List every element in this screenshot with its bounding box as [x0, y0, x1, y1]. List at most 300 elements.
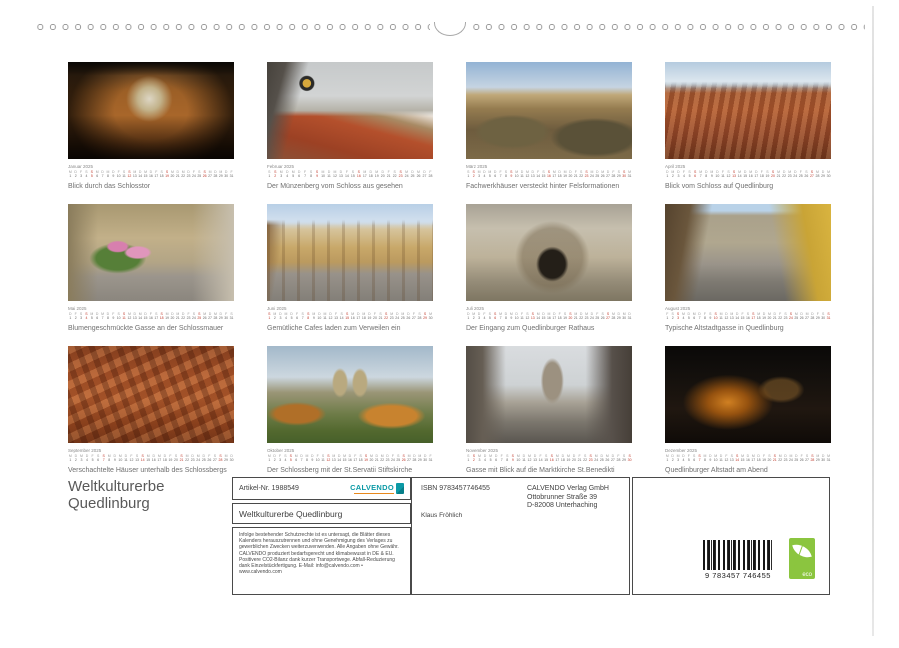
mini-day: M 19 — [165, 312, 169, 320]
publisher-city: D-82008 Unterhaching — [527, 502, 598, 509]
mini-day: F 18 — [759, 170, 764, 178]
mini-day: S 28 — [417, 312, 422, 320]
mini-calendar — [267, 306, 433, 320]
mini-day: M 27 — [208, 170, 212, 178]
mini-day: M 18 — [756, 312, 761, 320]
month-cell — [466, 346, 632, 474]
mini-day: D 24 — [395, 312, 400, 320]
mini-day: M 6 — [95, 170, 99, 178]
mini-day: S 20 — [771, 170, 775, 178]
mini-day: S 8 — [307, 312, 310, 320]
mini-day: S 9 — [315, 170, 319, 178]
mini-day: S 19 — [165, 170, 169, 178]
mini-day: M 26 — [600, 170, 605, 178]
mini-day: S 30 — [622, 170, 627, 178]
mini-day: M 13 — [331, 454, 336, 462]
month-photo — [665, 346, 831, 443]
mini-day: S 17 — [751, 312, 756, 320]
mini-day: D 18 — [756, 454, 761, 462]
mini-day: M 26 — [605, 454, 610, 462]
mini-day: D 21 — [175, 170, 180, 178]
mini-day: M 1 — [665, 454, 669, 462]
mini-day: D 30 — [423, 454, 428, 462]
mini-day: F 6 — [296, 312, 299, 320]
mini-day: D 7 — [300, 454, 303, 462]
mini-day: D 15 — [743, 170, 748, 178]
mini-day: F 20 — [373, 312, 377, 320]
mini-day: M 4 — [284, 312, 288, 320]
mini-day: S 7 — [102, 454, 105, 462]
mini-day: S 20 — [767, 454, 772, 462]
mini-day: D 20 — [572, 454, 576, 462]
mini-day: D 17 — [552, 312, 557, 320]
mini-day: M 18 — [361, 312, 366, 320]
mini-day: D 16 — [745, 454, 750, 462]
mini-day: D 21 — [772, 312, 777, 320]
mini-day: M 4 — [681, 312, 685, 320]
mini-day: S 30 — [627, 454, 632, 462]
mini-day: S 12 — [326, 454, 331, 462]
mini-day: D 20 — [170, 312, 175, 320]
mini-day: D 25 — [599, 454, 604, 462]
mini-day: M 17 — [157, 454, 162, 462]
publisher-info-box — [411, 477, 630, 595]
mini-day: S 14 — [339, 312, 344, 320]
mini-day: D 12 — [328, 312, 333, 320]
mini-day: D 30 — [224, 170, 229, 178]
mini-day: M 5 — [489, 454, 492, 462]
month-photo — [466, 204, 632, 301]
mini-day: M 10 — [514, 170, 519, 178]
mini-day: M 26 — [416, 170, 421, 178]
mini-day: D 13 — [533, 454, 537, 462]
mini-day: F 10 — [116, 170, 121, 178]
mini-day: M 1 — [267, 454, 271, 462]
mini-day: S 26 — [804, 170, 809, 178]
mini-day: M 5 — [90, 312, 94, 320]
mini-day: D 18 — [557, 170, 562, 178]
mini-calendar-days — [267, 454, 433, 462]
mini-calendar — [68, 448, 234, 462]
mini-day: F 12 — [129, 454, 134, 462]
mini-day: M 21 — [573, 312, 578, 320]
mini-calendar — [68, 164, 234, 178]
mini-day: F 25 — [798, 170, 803, 178]
mini-day: S 19 — [765, 170, 770, 178]
mini-day: D 20 — [380, 170, 385, 178]
mini-day: S 18 — [159, 170, 164, 178]
mini-day: S 11 — [122, 312, 126, 320]
mini-day: F 4 — [483, 312, 486, 320]
mini-day: S 20 — [174, 454, 178, 462]
artikel-number-box — [232, 477, 411, 500]
mini-day: M 17 — [362, 170, 367, 178]
mini-day: M 26 — [202, 312, 207, 320]
mini-day: D 1 — [666, 170, 669, 178]
mini-day: M 20 — [767, 312, 772, 320]
mini-day: S 5 — [488, 312, 491, 320]
mini-day: M 31 — [826, 454, 831, 462]
author-name: Klaus Fröhlich — [421, 512, 463, 519]
mini-day: F 7 — [500, 454, 503, 462]
mini-day: S 3 — [676, 312, 680, 320]
mini-day: M 31 — [627, 170, 632, 178]
page-title-line1: Weltkulturerbe — [68, 478, 165, 495]
mini-day: M 17 — [751, 454, 756, 462]
mini-day: D 28 — [213, 170, 218, 178]
month-caption: Typische Altstadtgasse in Quedlinburg — [665, 325, 784, 332]
mini-day: S 9 — [709, 312, 712, 320]
mini-day: M 11 — [719, 312, 723, 320]
mini-day: F 17 — [353, 454, 358, 462]
mini-day: M 8 — [305, 454, 309, 462]
mini-calendar-days — [466, 312, 632, 320]
month-cell — [68, 62, 234, 190]
mini-day: F 16 — [148, 312, 153, 320]
mini-day: M 24 — [788, 454, 793, 462]
mini-calendar-month-label: September 2025 — [68, 448, 102, 453]
calvendo-logo-tagline-bar — [354, 493, 394, 495]
mini-day: F 21 — [577, 454, 582, 462]
mini-calendar — [466, 448, 632, 462]
mini-day: F 28 — [616, 454, 621, 462]
mini-calendar-month-label: Februar 2025 — [267, 164, 295, 169]
mini-day: S 7 — [301, 312, 304, 320]
mini-calendar-month-label: Dezember 2025 — [665, 448, 698, 453]
mini-day: M 24 — [589, 170, 594, 178]
mini-day: D 14 — [138, 170, 143, 178]
legal-text: Infolge bestehender Schutzrechte ist es untersagt, die Blätter dieses Kalenders herauszutrennen und ohne Genehmigung des Verlages zu gewerblichen Zwecken weiterzuverwenden. Alle Angaben ohne Gewähr. CALVENDO produziert bedarfsgerecht und klimabewusst in DE & EU. Positivere CO2-Bilanz dank kurzer Transportwege. Abfall-Reduzierung dank Einzelstückfertigung. E-Mail: info@calvendo.com • www.calvendo.com — [239, 532, 399, 576]
mini-day: S 2 — [274, 170, 277, 178]
mini-day: M 29 — [417, 454, 422, 462]
mini-day: S 6 — [96, 454, 100, 462]
mini-calendar-days — [665, 454, 831, 462]
mini-day: S 25 — [197, 170, 202, 178]
mini-day: S 8 — [504, 170, 508, 178]
mini-day: D 26 — [799, 312, 804, 320]
mini-calendar — [665, 164, 831, 178]
mini-day: D 4 — [483, 170, 486, 178]
mini-day: M 14 — [737, 170, 742, 178]
mini-day: M 14 — [138, 312, 143, 320]
mini-day: M 14 — [536, 312, 541, 320]
mini-day: F 19 — [762, 454, 766, 462]
mini-day: F 19 — [168, 454, 173, 462]
mini-day: S 27 — [809, 170, 814, 178]
mini-day: D 27 — [422, 170, 427, 178]
mini-day: D 11 — [124, 454, 128, 462]
month-caption: Blick durch das Schlosstor — [68, 183, 151, 190]
mini-day: M 16 — [748, 170, 753, 178]
mini-day: D 16 — [347, 454, 352, 462]
mini-day: S 2 — [472, 170, 475, 178]
mini-day: D 11 — [719, 454, 723, 462]
mini-day: D 17 — [754, 170, 759, 178]
mini-calendar — [267, 164, 433, 178]
mini-day: F 7 — [499, 170, 502, 178]
barcode-digits: 9 783457 746455 — [705, 571, 771, 580]
mini-day: F 14 — [536, 170, 541, 178]
mini-day: S 14 — [140, 454, 145, 462]
mini-day: S 19 — [563, 312, 567, 320]
mini-day: D 25 — [201, 454, 206, 462]
mini-day: M 6 — [294, 454, 298, 462]
mini-calendar-days — [267, 170, 433, 178]
mini-day: S 2 — [671, 312, 674, 320]
mini-day: F 31 — [428, 454, 433, 462]
mini-day: F 5 — [687, 454, 690, 462]
mini-day: D 4 — [682, 454, 685, 462]
mini-day: D 21 — [374, 454, 379, 462]
mini-day: S 24 — [788, 312, 793, 320]
mini-day: M 25 — [400, 312, 405, 320]
mini-day: M 29 — [224, 454, 228, 462]
mini-day: S 7 — [698, 454, 701, 462]
mini-day: S 22 — [384, 312, 389, 320]
calvendo-logo — [350, 483, 404, 494]
mini-day: D 10 — [317, 312, 322, 320]
mini-day: S 26 — [401, 454, 406, 462]
month-photo — [68, 62, 234, 159]
mini-day: D 15 — [143, 312, 148, 320]
mini-day: S 12 — [127, 170, 132, 178]
mini-day: S 21 — [378, 312, 383, 320]
mini-day: M 10 — [713, 454, 718, 462]
mini-day: D 6 — [494, 454, 498, 462]
mini-day: D 25 — [794, 454, 799, 462]
mini-day: M 16 — [546, 312, 551, 320]
mini-day: F 14 — [344, 170, 349, 178]
mini-day: D 11 — [327, 170, 331, 178]
mini-day: D 29 — [218, 312, 223, 320]
mini-day: D 16 — [151, 454, 156, 462]
mini-day: M 25 — [794, 312, 799, 320]
mini-day: D 8 — [704, 170, 708, 178]
mini-day: M 15 — [143, 170, 148, 178]
mini-day: S 14 — [735, 454, 740, 462]
mini-day: S 15 — [541, 170, 546, 178]
mini-day: M 13 — [729, 312, 734, 320]
eco-label: eco — [802, 571, 812, 578]
mini-day: M 10 — [321, 170, 325, 178]
mini-day: M 23 — [787, 170, 792, 178]
mini-day: S 26 — [202, 170, 207, 178]
mini-day: M 29 — [815, 454, 820, 462]
calvendo-logo-icon — [396, 483, 404, 494]
mini-day: F 26 — [207, 454, 212, 462]
mini-day: D 2 — [74, 454, 78, 462]
mini-day: D 3 — [477, 312, 481, 320]
mini-day: D 31 — [627, 312, 632, 320]
barcode-box — [632, 477, 830, 595]
month-caption: Fachwerkhäuser versteckt hinter Felsformationen — [466, 183, 620, 190]
mini-day: D 13 — [530, 170, 535, 178]
month-caption: Blick vom Schloss auf Quedlinburg — [665, 183, 774, 190]
mini-day: S 1 — [268, 170, 271, 178]
mini-day: S 15 — [544, 454, 549, 462]
mini-day: S 16 — [549, 454, 554, 462]
mini-day: D 10 — [715, 170, 720, 178]
mini-day: M 13 — [132, 170, 137, 178]
mini-day: F 3 — [278, 454, 282, 462]
mini-day: F 2 — [74, 312, 77, 320]
mini-day: D 9 — [112, 170, 115, 178]
product-title: Weltkulturerbe Quedlinburg — [239, 508, 343, 519]
publisher-address — [527, 485, 609, 587]
mini-day: S 18 — [358, 454, 363, 462]
mini-calendar — [466, 164, 632, 178]
mini-day: S 10 — [116, 312, 121, 320]
mini-day: D 3 — [677, 170, 680, 178]
mini-day: M 9 — [509, 312, 513, 320]
month-cell — [68, 346, 234, 474]
mini-day: D 9 — [113, 454, 117, 462]
mini-day: S 18 — [159, 312, 164, 320]
mini-day: S 21 — [179, 454, 184, 462]
mini-day: S 23 — [584, 170, 589, 178]
mini-day: D 18 — [368, 170, 373, 178]
month-cell — [267, 62, 433, 190]
mini-day: F 21 — [386, 170, 391, 178]
calvendo-logo-text: CALVENDO — [350, 483, 394, 492]
mini-day: M 15 — [740, 454, 745, 462]
mini-day: M 12 — [333, 170, 337, 178]
mini-day: D 4 — [285, 170, 289, 178]
mini-day: D 27 — [606, 170, 610, 178]
mini-day: D 6 — [493, 170, 497, 178]
mini-day: S 8 — [506, 454, 509, 462]
mini-calendar-month-label: April 2025 — [665, 164, 686, 169]
mini-day: D 23 — [385, 454, 390, 462]
mini-day: S 11 — [321, 454, 325, 462]
mini-day: D 11 — [522, 454, 526, 462]
month-caption: Der Schlossberg mit der St.Servatii Stiftskirche — [267, 467, 413, 474]
month-caption: Quedlinburger Altstadt am Abend — [665, 467, 768, 474]
mini-day: D 30 — [821, 454, 826, 462]
mini-day: F 27 — [411, 312, 416, 320]
mini-day: S 1 — [268, 312, 271, 320]
mini-day: M 23 — [389, 312, 394, 320]
mini-day: F 17 — [154, 170, 159, 178]
mini-day: S 20 — [568, 312, 573, 320]
month-photo — [466, 346, 632, 443]
mini-day: M 27 — [805, 312, 809, 320]
mini-day: S 22 — [579, 170, 584, 178]
mini-day: D 7 — [698, 312, 701, 320]
month-photo — [466, 62, 632, 159]
mini-day: D 25 — [595, 170, 600, 178]
mini-day: D 19 — [367, 312, 372, 320]
mini-day: F 12 — [724, 454, 729, 462]
mini-day: M 7 — [699, 170, 703, 178]
mini-day: D 22 — [181, 312, 186, 320]
mini-day: D 26 — [406, 312, 411, 320]
publisher-name: CALVENDO Verlag GmbH — [527, 485, 609, 492]
mini-day: M 17 — [555, 454, 560, 462]
barcode-bars — [703, 540, 773, 570]
mini-day: M 23 — [584, 312, 589, 320]
mini-day: D 23 — [190, 454, 195, 462]
mini-day: S 12 — [726, 170, 731, 178]
mini-day: S 17 — [154, 312, 159, 320]
mini-day: M 22 — [185, 454, 190, 462]
mini-day: S 11 — [122, 170, 126, 178]
mini-day: M 2 — [273, 312, 277, 320]
mini-day: F 30 — [224, 312, 229, 320]
mini-day: F 14 — [538, 454, 543, 462]
mini-calendar-days — [267, 312, 433, 320]
mini-day: D 11 — [520, 170, 524, 178]
mini-day: F 8 — [703, 312, 706, 320]
artikel-number: Artikel-Nr. 1988549 — [239, 485, 299, 492]
mini-day: D 24 — [793, 170, 798, 178]
mini-day: F 18 — [557, 312, 562, 320]
mini-day: M 3 — [279, 170, 283, 178]
mini-day: M 5 — [291, 170, 295, 178]
month-cell — [466, 62, 632, 190]
mini-day: S 12 — [525, 312, 530, 320]
mini-day: D 19 — [762, 312, 766, 320]
mini-day: F 28 — [611, 170, 616, 178]
mini-day: S 27 — [212, 454, 217, 462]
legal-text-box — [232, 527, 411, 595]
mini-day: F 3 — [79, 170, 83, 178]
mini-day: D 9 — [709, 454, 712, 462]
mini-day: S 1 — [467, 454, 470, 462]
month-cell — [665, 204, 831, 332]
mini-day: M 28 — [213, 312, 218, 320]
mini-day: S 29 — [616, 170, 621, 178]
page-title — [68, 478, 164, 512]
mini-day: D 8 — [106, 312, 110, 320]
mini-day: D 18 — [560, 454, 565, 462]
month-cell — [665, 62, 831, 190]
month-caption: Gasse mit Blick auf die Marktkirche St.Benedikti — [466, 467, 615, 474]
mini-day: D 15 — [541, 312, 546, 320]
mini-day: S 19 — [364, 454, 368, 462]
mini-day: S 27 — [606, 312, 610, 320]
mini-day: M 22 — [380, 454, 385, 462]
page-title-line2: Quedlinburg — [68, 495, 150, 512]
mini-day: D 6 — [95, 312, 99, 320]
mini-calendar-days — [665, 170, 831, 178]
mini-day: D 18 — [162, 454, 167, 462]
mini-calendar-month-label: März 2025 — [466, 164, 488, 169]
mini-day: M 20 — [369, 454, 374, 462]
month-photo — [267, 204, 433, 301]
mini-day: M 7 — [101, 312, 104, 320]
mini-day: S 5 — [90, 170, 93, 178]
mini-day: S 29 — [423, 312, 427, 320]
mini-day: F 7 — [304, 170, 307, 178]
mini-day: F 31 — [229, 170, 234, 178]
mini-day: F 9 — [112, 312, 115, 320]
mini-day: M 16 — [350, 312, 355, 320]
mini-day: M 8 — [107, 454, 111, 462]
mini-day: S 31 — [229, 312, 234, 320]
mini-day: S 27 — [805, 454, 809, 462]
month-grid — [68, 62, 831, 474]
mini-day: M 24 — [196, 454, 201, 462]
mini-day: D 7 — [101, 170, 104, 178]
mini-day: M 10 — [118, 454, 123, 462]
mini-day: F 13 — [334, 312, 338, 320]
mini-day: D 1 — [69, 312, 72, 320]
mini-calendar — [267, 448, 433, 462]
mini-day: M 15 — [146, 454, 151, 462]
mini-day: S 28 — [218, 454, 223, 462]
mini-day: D 4 — [483, 454, 487, 462]
